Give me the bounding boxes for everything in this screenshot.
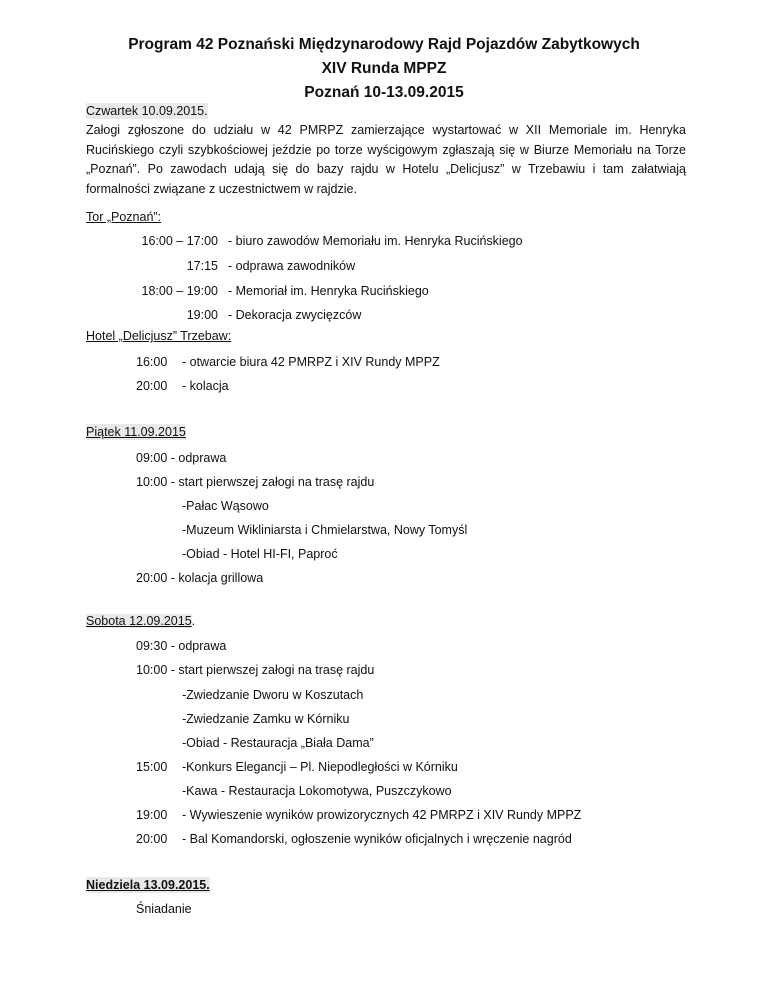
schedule-time: 18:00 – 19:00: [141, 284, 218, 298]
schedule-item: 09:00 - odprawa: [136, 451, 227, 465]
schedule-item: - Bal Komandorski, ogłoszenie wyników oficjalnych i wręczenie nagród: [182, 832, 572, 846]
schedule-item: - kolacja: [182, 379, 229, 393]
document-title: Program 42 Poznański Międzynarodowy Rajd Pojazdów Zabytkowych: [128, 36, 640, 53]
sunday-heading: Niedziela 13.09.2015.: [86, 878, 210, 892]
schedule-subitem: -Kawa - Restauracja Lokomotywa, Puszczykowo: [182, 784, 452, 798]
thursday-heading: Czwartek 10.09.2015.: [86, 104, 208, 118]
schedule-item: 09:30 - odprawa: [136, 639, 227, 653]
friday-heading: Piątek 11.09.2015: [86, 425, 186, 439]
saturday-heading-row: [86, 613, 195, 629]
saturday-heading: Sobota 12.09.2015: [86, 614, 192, 628]
schedule-time: 20:00: [136, 379, 168, 393]
schedule-item: - Dekoracja zwycięzców: [228, 308, 362, 322]
document-subtitle: XIV Runda MPPZ: [321, 60, 447, 77]
hotel-heading: Hotel „Delicjusz” Trzebaw:: [86, 329, 232, 343]
schedule-subitem: -Obiad - Restauracja „Biała Dama”: [182, 736, 374, 750]
schedule-time: 20:00: [136, 832, 168, 846]
schedule-item: - odprawa zawodników: [228, 259, 356, 273]
schedule-time: 19:00: [186, 308, 218, 322]
schedule-time: 19:00: [136, 808, 168, 822]
schedule-item: - Memoriał im. Henryka Rucińskiego: [228, 284, 429, 298]
schedule-subitem: -Zwiedzanie Zamku w Kórniku: [182, 712, 350, 726]
schedule-subitem: -Zwiedzanie Dworu w Koszutach: [182, 688, 364, 702]
schedule-subitem: -Pałac Wąsowo: [182, 499, 269, 513]
schedule-time: 16:00: [136, 355, 168, 369]
schedule-item: 10:00 - start pierwszej załogi na trasę rajdu: [136, 663, 375, 677]
document-date-place: Poznań 10-13.09.2015: [304, 84, 464, 101]
schedule-time: 15:00: [136, 760, 168, 774]
thursday-intro: Załogi zgłoszone do udziału w 42 PMRPZ zamierzające wystartować w XII Memoriale im. Henryka Rucińskiego czyli szybkościowej jeździe po torze wyścigowym zgłaszają się w Biurze Memoriału na Torze „Poznań”. Po zawodach udają się do bazy rajdu w Hotelu „Delicjusz” w Trzebawiu i tam załatwiają formalności związane z uczestnictwem w rajdzie.: [86, 123, 686, 196]
schedule-item: - biuro zawodów Memoriału im. Henryka Rucińskiego: [228, 234, 523, 248]
schedule-item: 20:00 - kolacja grillowa: [136, 571, 264, 585]
schedule-time: 16:00 – 17:00: [141, 234, 218, 248]
schedule-item: - otwarcie biura 42 PMRPZ i XIV Rundy MPPZ: [182, 355, 440, 369]
schedule-item: Śniadanie: [136, 902, 192, 916]
schedule-item: -Konkurs Elegancji – Pl. Niepodległości w Kórniku: [182, 760, 458, 774]
schedule-time: 17:15: [186, 259, 218, 273]
schedule-subitem: -Muzeum Wikliniarsta i Chmielarstwa, Nowy Tomyśl: [182, 523, 468, 537]
schedule-subitem: -Obiad - Hotel HI-FI, Paproć: [182, 547, 338, 561]
tor-heading: Tor „Poznań”:: [86, 210, 162, 224]
schedule-item: 10:00 - start pierwszej załogi na trasę rajdu: [136, 475, 375, 489]
schedule-item: - Wywieszenie wyników prowizorycznych 42 PMRPZ i XIV Rundy MPPZ: [182, 808, 582, 822]
saturday-heading-suffix: .: [191, 614, 196, 628]
